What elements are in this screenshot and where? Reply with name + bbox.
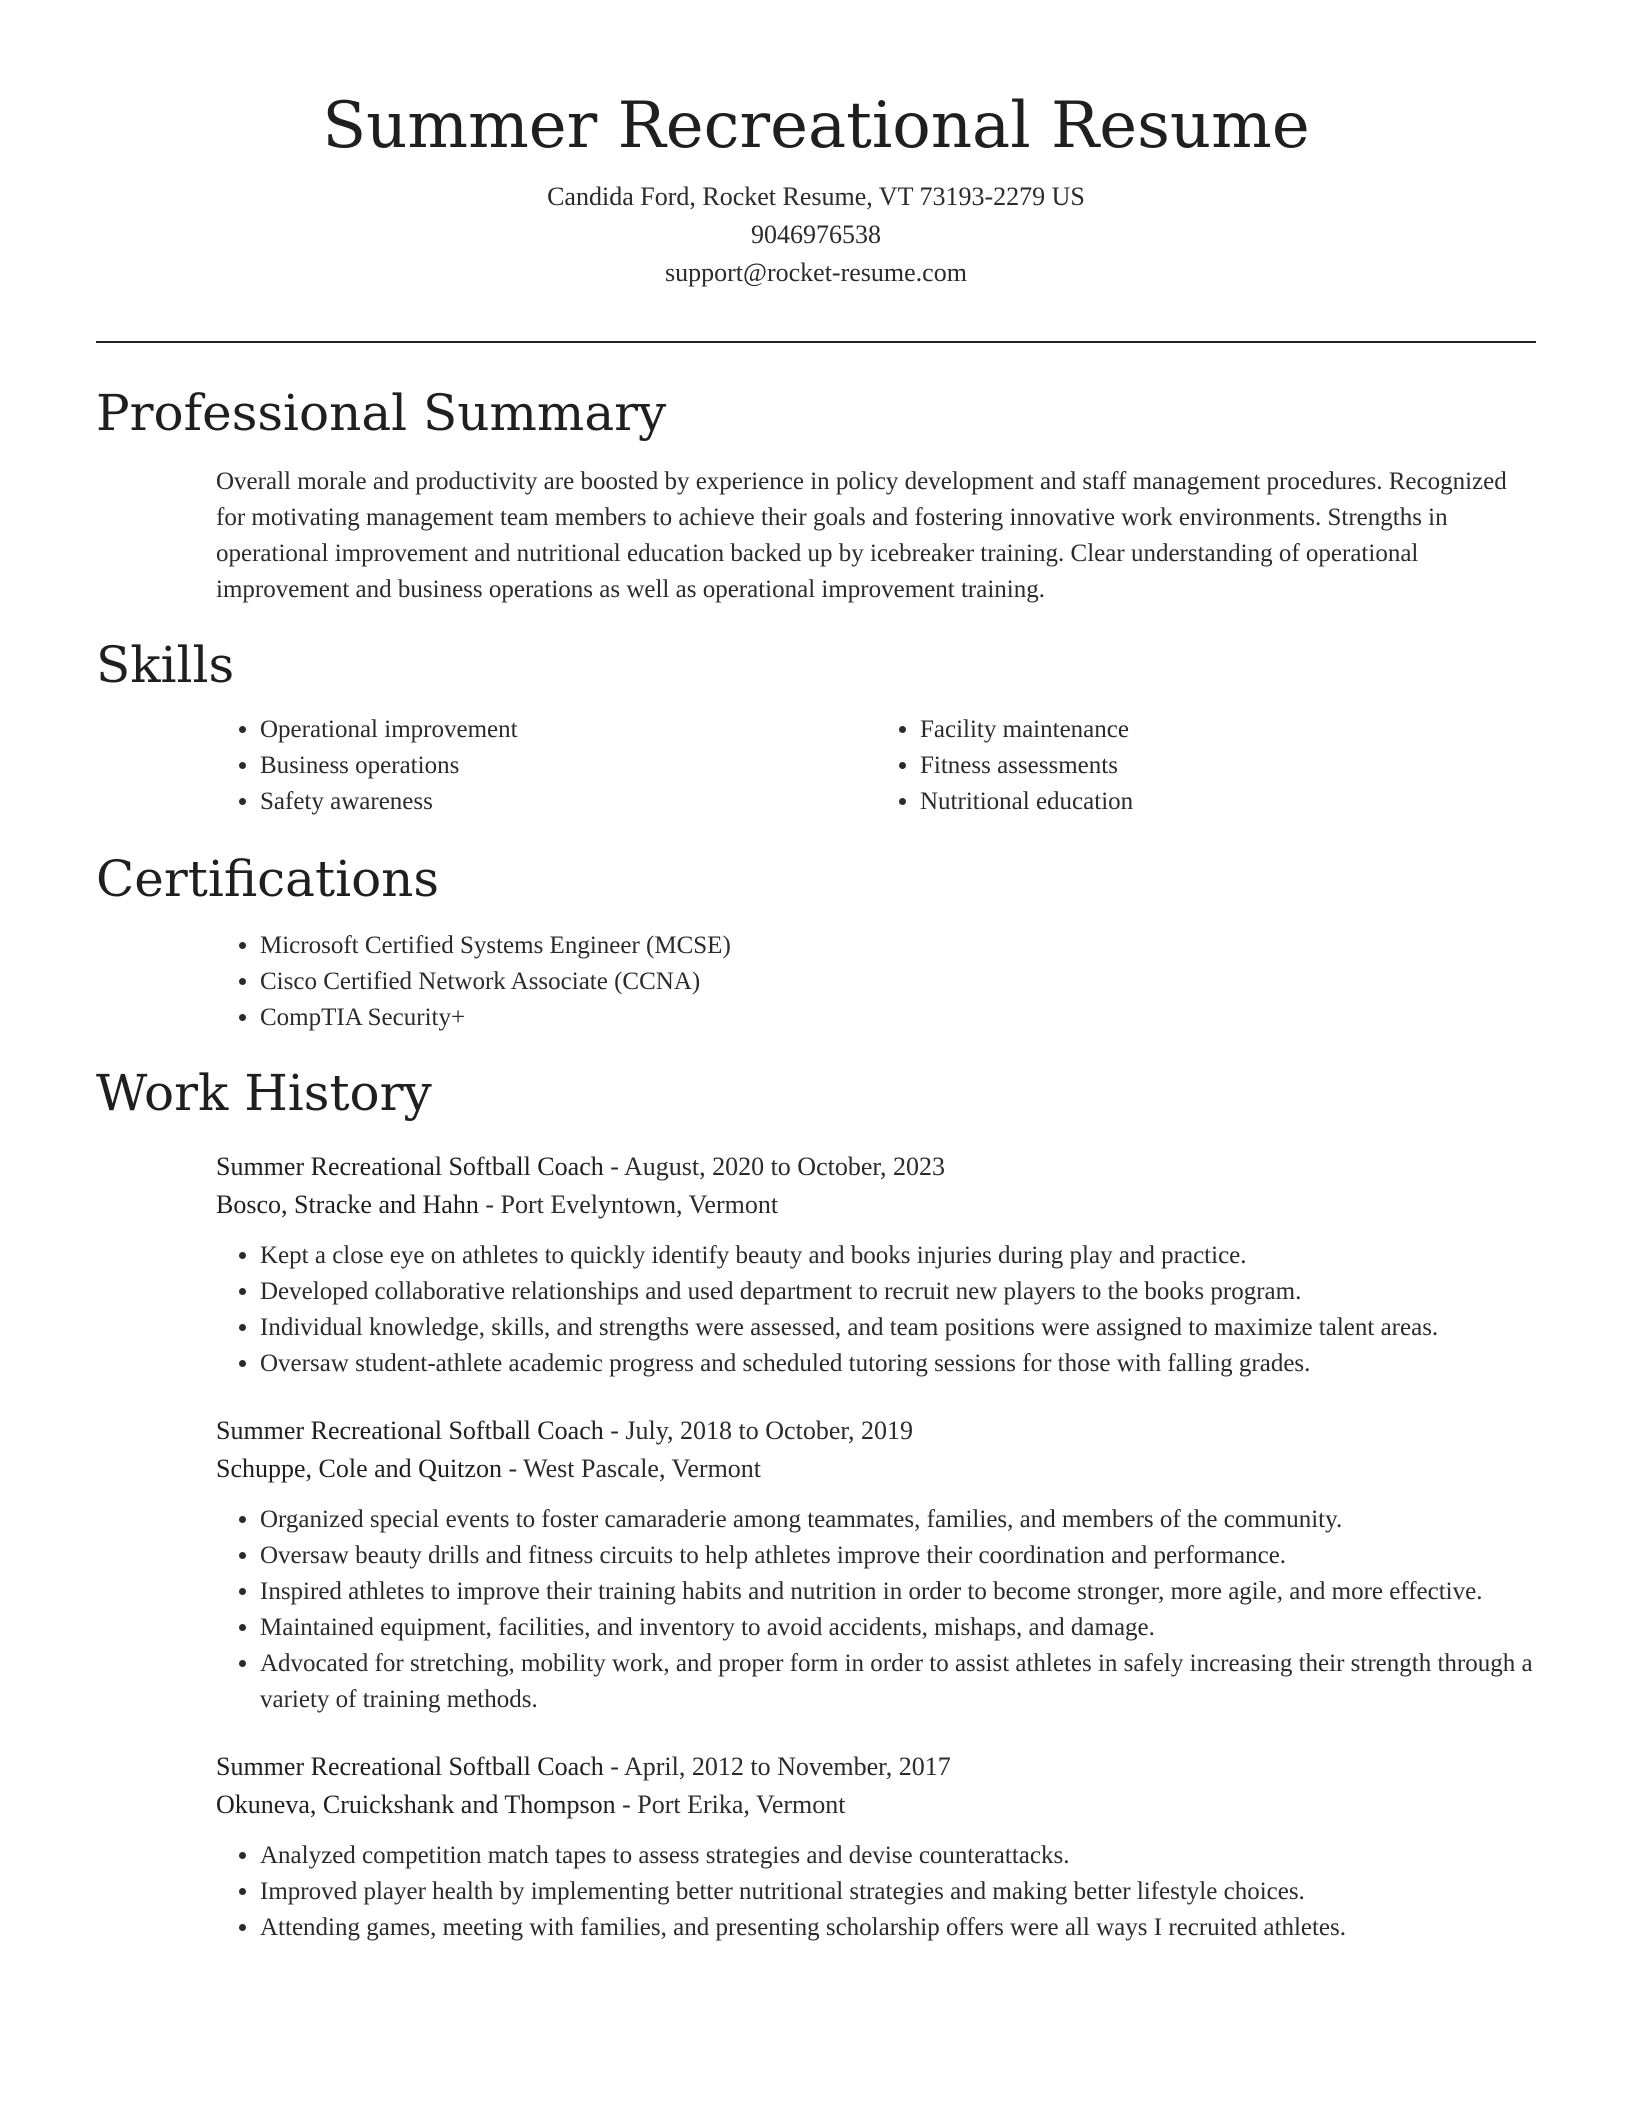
section-heading-certifications: Certifications [96,850,440,908]
skills-grid [216,712,1536,820]
certification-item: • Microsoft Certified Systems Engineer (MCSE) [260,928,1536,964]
job-company: Schuppe, Cole and Quitzon [216,1454,502,1483]
job-bullet: • Organized special events to foster camaraderie among teammates, families, and members of the community. [260,1502,1536,1538]
certification-item: • Cisco Certified Network Associate (CCNA) [260,964,1536,1000]
job-bullets [216,1838,1536,1946]
resume-title: Summer Recreational Resume [322,89,1310,163]
job-title: Summer Recreational Softball Coach [216,1416,604,1445]
section-heading-summary: Professional Summary [96,384,667,442]
job-bullet: • Oversaw student-athlete academic progress and scheduled tutoring sessions for those with falling grades. [260,1346,1536,1382]
job-bullets [216,1238,1536,1382]
job-title-line: Summer Recreational Softball Coach - August, 2020 to October, 2023 [216,1152,946,1181]
job-bullets [216,1502,1536,1718]
job-bullet: • Developed collaborative relationships and used department to recruit new players to the books program. [260,1274,1536,1310]
job-bullet: • Attending games, meeting with families, and presenting scholarship offers were all ways I recruited athletes. [260,1910,1536,1946]
contact-address: Candida Ford, Rocket Resume, VT 73193-2279 US [547,182,1085,211]
contact-phone: 9046976538 [751,220,881,249]
job-location: Port Erika, Vermont [637,1790,846,1819]
certifications-list [216,928,1536,1036]
professional-summary-section [96,378,1536,608]
job-bullet: • Analyzed competition match tapes to assess strategies and devise counterattacks. [260,1838,1536,1874]
job-company-line: Schuppe, Cole and Quitzon - West Pascale, Vermont [216,1454,762,1483]
job-company-line: Okuneva, Cruickshank and Thompson - Port Erika, Vermont [216,1790,846,1819]
skills-list-right [876,712,1536,820]
resume-header [0,82,1632,292]
job-title-line: Summer Recreational Softball Coach - April, 2012 to November, 2017 [216,1752,951,1781]
job-title-line: Summer Recreational Softball Coach - July, 2018 to October, 2019 [216,1416,913,1445]
job-bullet: • Maintained equipment, facilities, and inventory to avoid accidents, mishaps, and damage. [260,1610,1536,1646]
header-divider [96,341,1536,343]
job-bullet: • Advocated for stretching, mobility work, and proper form in order to assist athletes in safely increasing their strength through a variety of training methods. [260,1646,1536,1718]
job-entry [216,1412,1536,1718]
job-entry [216,1148,1536,1382]
skills-section [96,630,1536,820]
skill-item: • Fitness assessments [920,748,1536,784]
summary-text: Overall morale and productivity are boosted by experience in policy development and staff management procedures. Recognized for motivating management team members to achieve their goals and fostering innovative work environments. Strengths in operational improvement and nutritional education backed up by icebreaker training. Clear understanding of operational improvement and business operations as well as operational improvement training. [216,468,1507,603]
job-company: Okuneva, Cruickshank and Thompson [216,1790,616,1819]
skill-item: • Operational improvement [260,712,876,748]
job-location: Port Evelyntown, Vermont [500,1190,779,1219]
skill-item: • Safety awareness [260,784,876,820]
job-bullet: • Individual knowledge, skills, and strengths were assessed, and team positions were assigned to maximize talent areas. [260,1310,1536,1346]
job-entry [216,1748,1536,1946]
contact-email: support@rocket-resume.com [665,258,967,287]
job-location: West Pascale, Vermont [523,1454,762,1483]
section-heading-skills: Skills [96,636,235,694]
job-bullet: • Kept a close eye on athletes to quickly identify beauty and books injuries during play and practice. [260,1238,1536,1274]
certifications-block [216,928,1536,1036]
job-bullet: • Oversaw beauty drills and fitness circuits to help athletes improve their coordination and performance. [260,1538,1536,1574]
job-dates: April, 2012 to November, 2017 [623,1752,951,1781]
contact-block [0,178,1632,292]
work-history-section [96,1058,1536,1946]
job-title: Summer Recreational Softball Coach [216,1152,604,1181]
job-company: Bosco, Stracke and Hahn [216,1190,479,1219]
job-company-line: Bosco, Stracke and Hahn - Port Evelyntown, Vermont [216,1190,779,1219]
job-dates: August, 2020 to October, 2023 [623,1152,946,1181]
certification-item: • CompTIA Security+ [260,1000,1536,1036]
skill-item: • Nutritional education [920,784,1536,820]
certifications-section [96,844,1536,1036]
job-dates: July, 2018 to October, 2019 [625,1416,913,1445]
job-title: Summer Recreational Softball Coach [216,1752,604,1781]
job-bullet: • Inspired athletes to improve their training habits and nutrition in order to become stronger, more agile, and more effective. [260,1574,1536,1610]
skills-list-left [216,712,876,820]
skill-item: • Business operations [260,748,876,784]
section-heading-work-history: Work History [96,1064,432,1122]
job-bullet: • Improved player health by implementing better nutritional strategies and making better lifestyle choices. [260,1874,1536,1910]
resume-content [96,378,1536,1976]
skill-item: • Facility maintenance [920,712,1536,748]
